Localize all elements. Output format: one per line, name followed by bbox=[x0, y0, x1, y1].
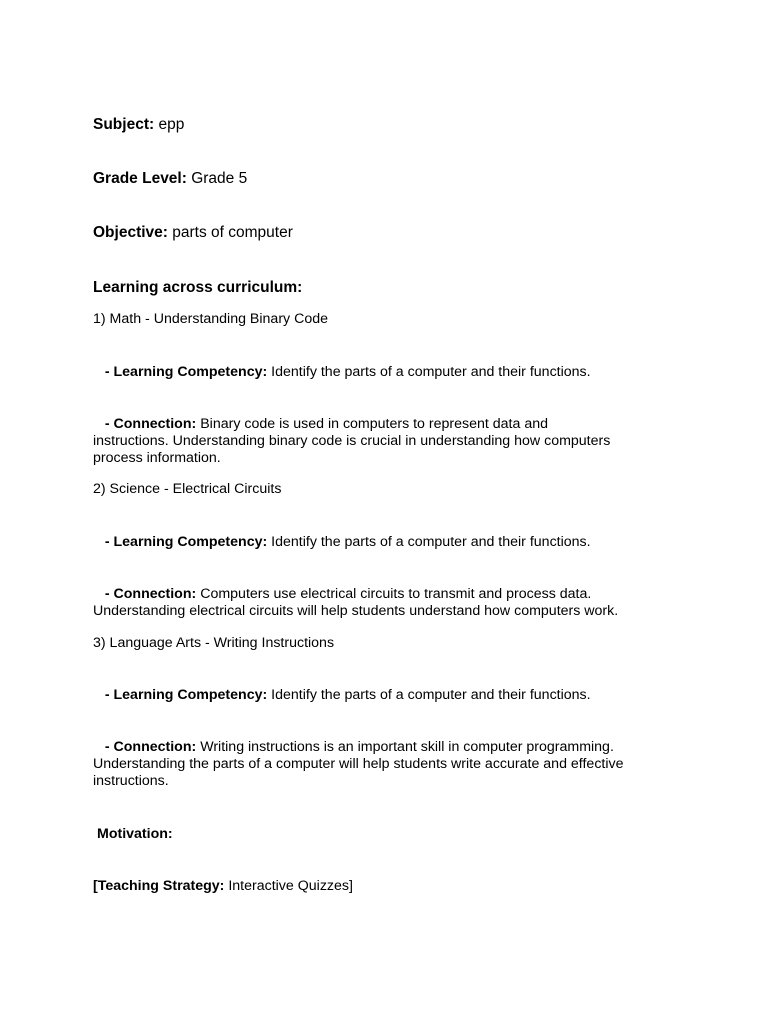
connection-text: Understanding electrical circuits will help students understand how computers work. bbox=[93, 603, 619, 619]
connection-text: process information. bbox=[93, 450, 221, 466]
objective-value: parts of computer bbox=[172, 224, 293, 241]
learning-heading-text: Learning across curriculum: bbox=[93, 279, 303, 296]
motivation-heading bbox=[97, 826, 687, 843]
connection-paragraph bbox=[93, 739, 683, 790]
connection-text: Understanding the parts of a computer will help students write accurate and effective bbox=[93, 756, 624, 772]
connection-text: Writing instructions is an important skill in computer programming. bbox=[200, 739, 614, 755]
curriculum-item-title: 2) Science - Electrical Circuits bbox=[93, 481, 282, 497]
learning-competency-line bbox=[93, 364, 683, 381]
learning-competency-line bbox=[93, 534, 683, 551]
teaching-strategy-value: Interactive Quizzes] bbox=[228, 878, 353, 894]
learning-competency-label: - Learning Competency: bbox=[104, 534, 268, 550]
curriculum-item-title: 1) Math - Understanding Binary Code bbox=[93, 311, 329, 327]
learning-competency-text: Identify the parts of a computer and their functions. bbox=[271, 534, 591, 550]
objective-label: Objective: bbox=[93, 224, 168, 241]
grade-level-label: Grade Level: bbox=[93, 170, 187, 187]
learning-across-curriculum-heading bbox=[93, 279, 683, 297]
learning-competency-line bbox=[93, 687, 683, 704]
connection-label: - Connection: bbox=[104, 416, 197, 432]
connection-paragraph bbox=[93, 586, 683, 620]
connection-label: - Connection: bbox=[104, 739, 197, 755]
subject-label: Subject: bbox=[93, 116, 155, 133]
connection-paragraph bbox=[93, 416, 683, 467]
subject-value: epp bbox=[158, 116, 185, 133]
learning-competency-text: Identify the parts of a computer and their functions. bbox=[271, 364, 591, 380]
learning-competency-text: Identify the parts of a computer and their functions. bbox=[271, 687, 591, 703]
connection-text: instructions. bbox=[93, 773, 169, 789]
objective-line bbox=[93, 224, 683, 242]
grade-level-line bbox=[93, 170, 683, 188]
subject-line bbox=[93, 116, 683, 134]
teaching-strategy-line bbox=[93, 878, 683, 895]
connection-text: Binary code is used in computers to represent data and bbox=[200, 416, 548, 432]
connection-label: - Connection: bbox=[104, 586, 197, 602]
learning-competency-label: - Learning Competency: bbox=[104, 687, 268, 703]
connection-text: Computers use electrical circuits to transmit and process data. bbox=[200, 586, 592, 602]
motivation-label: Motivation: bbox=[97, 826, 173, 842]
grade-level-value: Grade 5 bbox=[191, 170, 248, 187]
curriculum-item-title: 3) Language Arts - Writing Instructions bbox=[93, 635, 335, 651]
learning-competency-label: - Learning Competency: bbox=[104, 364, 268, 380]
connection-text: instructions. Understanding binary code is crucial in understanding how computers bbox=[93, 433, 611, 449]
teaching-strategy-label: [Teaching Strategy: bbox=[93, 878, 225, 894]
